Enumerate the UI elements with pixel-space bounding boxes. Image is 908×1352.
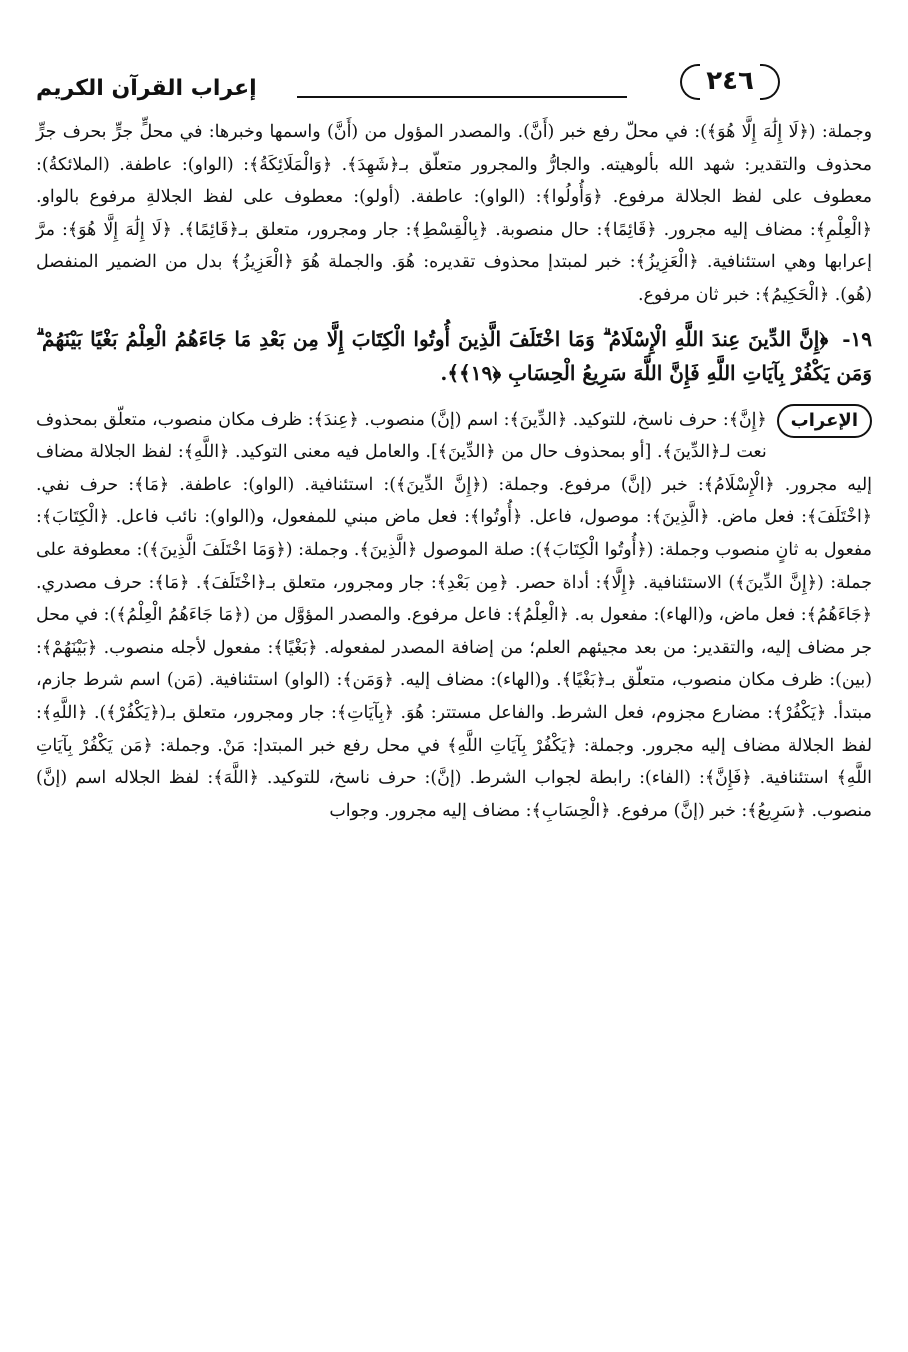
page-header [36, 58, 872, 116]
paragraph-1: وجملة: (﴿لَا إِلَٰهَ إِلَّا هُوَ﴾): في محلّ رفع خبر (أَنَّ). والمصدر المؤول من (أَنَّ) واسمها وخبرها: في محلٍّ جرٍّ بحرف جرٍّ محذوف والتقدير: شهد الله بألوهيته. والجارُّ والمجرور متعلّق بـ﴿شَهِدَ﴾. ﴿وَالْمَلَائِكَةُ﴾: (الواو): عاطفة. (الملائكةُ): معطوف على لفظ الجلالة مرفوع. ﴿وَأُولُوا﴾: (الواو): عاطفة. (أولو): معطوف على لفظ الجلالةِ مرفوع بالواو. ﴿الْعِلْمِ﴾: مضاف إليه مجرور. ﴿قَائِمًا﴾: حال منصوبة. ﴿بِالْقِسْطِ﴾: جار ومجرور، متعلق بـ﴿قَائِمًا﴾. ﴿لَا إِلَٰهَ إِلَّا هُوَ﴾: مرَّ إعرابها وهي استئنافية. ﴿الْعَزِيزُ﴾: خبر لمبتدإ محذوف تقديره: هُوَ. والجملة هُوَ ﴿الْعَزِيزُ﴾ بدل من الضمير المنفصل (هُو). ﴿الْحَكِيمُ﴾: خبر ثان مرفوع. [36, 122, 872, 305]
irab-section [36, 404, 872, 828]
verse-block [36, 322, 872, 390]
header-rule [297, 96, 627, 98]
page-number: ٢٤٦ [680, 58, 780, 104]
verse-number: ١٩- [842, 326, 873, 351]
verse-text: ﴿إِنَّ الدِّينَ عِندَ اللَّهِ الْإِسْلَامُ ۗ وَمَا اخْتَلَفَ الَّذِينَ أُوتُوا الْكِتَابَ إِلَّا مِن بَعْدِ مَا جَاءَهُمُ الْعِلْمُ بَغْيًا بَيْنَهُمْ ۗ وَمَن يَكْفُرْ بِآيَاتِ اللَّهِ فَإِنَّ اللَّهَ سَرِيعُ الْحِسَابِ ﴿١٩﴾﴾. [36, 326, 872, 385]
book-title: إعراب القرآن الكريم [36, 76, 257, 101]
irab-text: ﴿إِنَّ﴾: حرف ناسخ، للتوكيد. ﴿الدِّينَ﴾: اسم (إنَّ) منصوب. ﴿عِندَ﴾: ظرف مكان منصوب، متعلّق بمحذوف نعت لـ﴿الدِّينَ﴾. [أو بمحذوف حال من ﴿الدِّينَ﴾]. والعامل فيه معنى التوكيد. ﴿اللَّهِ﴾: لفظ الجلالة مضاف إليه مجرور. ﴿الْإِسْلَامُ﴾: خبر (إنَّ) مرفوع. وجملة: (﴿إِنَّ الدِّينَ﴾): استئنافية. (الواو): عاطفة. ﴿مَا﴾: حرف نفي. ﴿اخْتَلَفَ﴾: فعل ماض. ﴿الَّذِينَ﴾: موصول، فاعل. ﴿أُوتُوا﴾: فعل ماض مبني للمفعول، و(الواو): نائب فاعل. ﴿الْكِتَابَ﴾: مفعول به ثانٍ منصوب وجملة: (﴿أُوتُوا الْكِتَابَ﴾): صلة الموصول ﴿الَّذِينَ﴾. وجملة: (﴿وَمَا اخْتَلَفَ الَّذِينَ﴾): معطوفة على جملة: (﴿إِنَّ الدِّينَ﴾) الاستئنافية. ﴿إِلَّا﴾: أداة حصر. ﴿مِن بَعْدِ﴾: جار ومجرور، متعلق بـ﴿اخْتَلَفَ﴾. ﴿مَا﴾: حرف مصدري. ﴿جَاءَهُمُ﴾: فعل ماض، و(الهاء): مفعول به. ﴿الْعِلْمُ﴾: فاعل مرفوع. والمصدر المؤوَّل من (﴿مَا جَاءَهُمُ الْعِلْمُ﴾): في محل جر مضاف إليه، والتقدير: من بعد مجيئهم العلم؛ من إضافة المصدر لمفعوله. ﴿بَغْيًا﴾: مفعول لأجله منصوب. ﴿بَيْنَهُمْ﴾: (بين): ظرف مكان منصوب، متعلّق بـ﴿بَغْيًا﴾. و(الهاء): مضاف إليه. ﴿وَمَن﴾: (الواو) استئنافية. (مَن) اسم شرط جازم، مبتدأ. ﴿يَكْفُرْ﴾: مضارع مجزوم، فعل الشرط. والفاعل مستتر: هُوَ. ﴿بِآيَاتِ﴾: جار ومجرور، متعلق بـ(﴿يَكْفُرْ﴾). ﴿اللَّهِ﴾: لفظ الجلالة مضاف إليه مجرور. وجملة: ﴿يَكْفُرْ بِآيَاتِ اللَّهِ﴾ في محل رفع خبر المبتدإ: مَنْ. وجملة: ﴿مَن يَكْفُرْ بِآيَاتِ اللَّهِ﴾ استئنافية. ﴿فَإِنَّ﴾: (الفاء): رابطة لجواب الشرط. (إنَّ): حرف ناسخ، للتوكيد. ﴿اللَّهَ﴾: لفظ الجلاله اسم (إنَّ) منصوب. ﴿سَرِيعُ﴾: خبر (إنَّ) مرفوع. ﴿الْحِسَابِ﴾: مضاف إليه مجرور. وجواب [36, 409, 872, 821]
irab-label: الإعراب [777, 404, 872, 438]
